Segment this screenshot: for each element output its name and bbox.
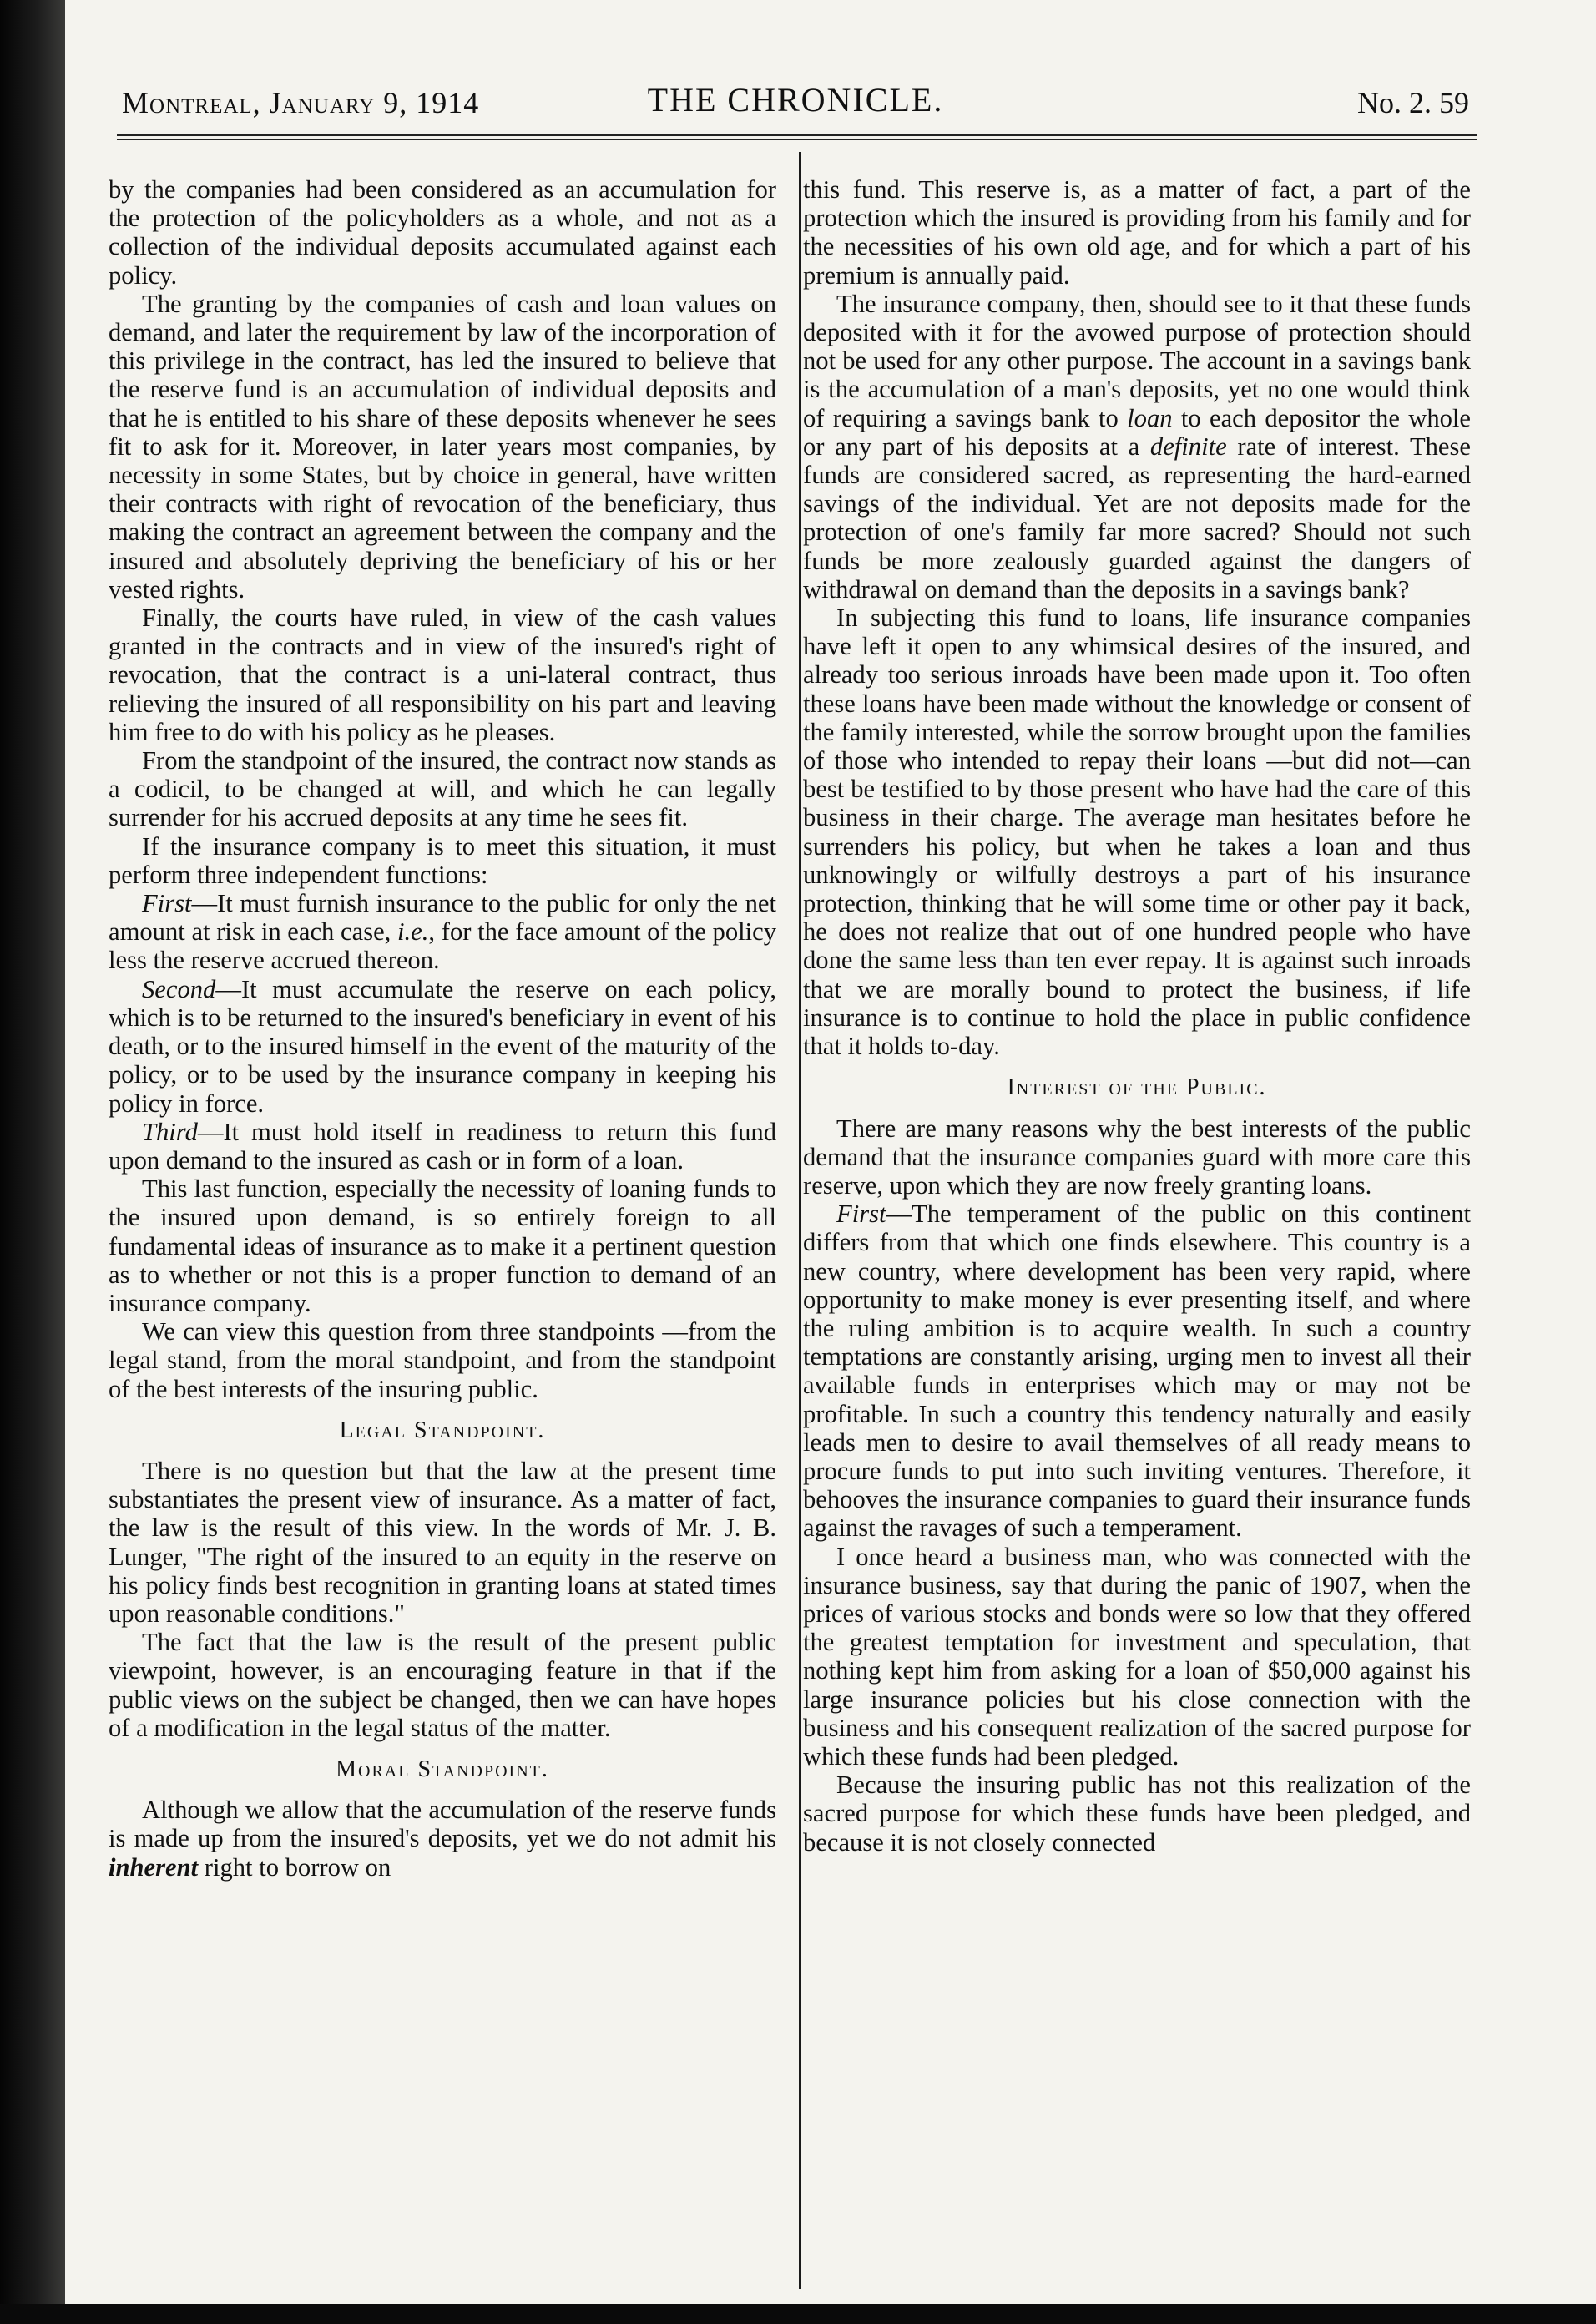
paragraph: Because the insuring public has not this realization of the sacred purpose for which these funds have been pledged, and because it is not closely connected xyxy=(803,1771,1471,1857)
lead-word: Third xyxy=(142,1117,198,1146)
paragraph-text: The insurance company, then, should see to it that these funds deposited with it for the avowed purpose of protection should not be used for any other purpose. The account in a savings bank is the accumulation of a man's deposits, yet no one would think of requiring a savings bank to xyxy=(803,289,1471,432)
emphasis: definite xyxy=(1149,432,1227,461)
paragraph: From the standpoint of the insured, the contract now stands as a codicil, to be changed at will, and which he can legally surrender for his accrued deposits at any time he sees fit. xyxy=(109,746,776,832)
header-dateline: Montreal, January 9, 1914 xyxy=(122,86,480,119)
emphasis: inherent xyxy=(109,1852,199,1882)
paragraph-text: , for the face amount of the policy less the reserve accrued thereon. xyxy=(109,917,776,975)
section-heading-legal: Legal Standpoint. xyxy=(339,1417,546,1443)
header-rule xyxy=(117,134,1477,140)
section-heading-interest: Interest of the Public. xyxy=(1007,1074,1267,1101)
paragraph-text: right to borrow on xyxy=(198,1852,391,1882)
paragraph-first-function xyxy=(109,889,776,975)
right-column xyxy=(803,175,1471,1857)
paragraph-text: to each depositor the whole or any part of his deposits at a xyxy=(803,403,1471,461)
paragraph-first-reason xyxy=(803,1200,1471,1542)
paragraph: There is no question but that the law at the present time substantiates the present view of insurance. As a matter of fact, the law is the result of this view. In the words of Mr. J. B. Lunger, "The right of the insured to an equity in the reserve on his policy finds best recognition in granting loans at stated times upon reasonable conditions." xyxy=(109,1456,776,1628)
paragraph-text: rate of interest. These funds are considered sacred, as representing the hard-earned savings of the individual. Yet are not deposits made for the protection of one's family far more sacred? Should not such funds be more zealously guarded against the dangers of withdrawal on demand than the deposits in a savings bank? xyxy=(803,432,1471,604)
section-heading-moral: Moral Standpoint. xyxy=(336,1756,549,1782)
paragraph: If the insurance company is to meet this situation, it must perform three independent functions: xyxy=(109,831,776,889)
column-divider xyxy=(799,152,801,2289)
paragraph-second-function xyxy=(109,975,776,1118)
emphasis: i.e. xyxy=(397,917,429,947)
paragraph: by the companies had been considered as an accumulation for the protection of the policyholders as a whole, and not as a collection of the individual deposits accumulated against each policy. xyxy=(109,175,776,290)
paragraph: Finally, the courts have ruled, in view of the cash values granted in the contracts and in view of the insured's right of revocation, that the contract is a uni-lateral contract, thus relieving the insured of all responsibility on his part and leaving him free to do with his policy as he pleases. xyxy=(109,604,776,746)
paragraph: The fact that the law is the result of the present public viewpoint, however, is an encouraging feature in that if the public views on the subject be changed, then we can have hopes of a modification in the legal status of the matter. xyxy=(109,1628,776,1742)
emphasis: loan xyxy=(1127,403,1173,432)
header-journal-title: THE CHRONICLE. xyxy=(647,81,944,119)
running-header xyxy=(122,80,1469,130)
lead-word: First xyxy=(836,1200,886,1229)
paragraph-text: —It must furnish insurance to the public for only the net amount at risk in each case, xyxy=(109,889,776,947)
paragraph: I once heard a business man, who was connected with the insurance business, say that during the panic of 1907, when the prices of various stocks and bonds were so low that they offered the greatest temptation for investment and speculation, that nothing kept him from asking for a loan of $50,000 against his large insurance policies but his close connection with the business and his consequent realization of the sacred purpose for which these funds had been pledged. xyxy=(803,1542,1471,1771)
paragraph-third-function xyxy=(109,1118,776,1175)
paragraph-text: —It must hold itself in readiness to return this fund upon demand to the insured as cash or in form of a loan. xyxy=(109,1117,776,1175)
paragraph xyxy=(803,290,1471,604)
paragraph xyxy=(109,1796,776,1882)
paragraph-text: Although we allow that the accumulation of the reserve funds is made up from the insured's deposits, yet we do not admit his xyxy=(109,1796,776,1853)
book-spine-shadow xyxy=(0,0,65,2324)
paragraph: this fund. This reserve is, as a matter of fact, a part of the protection which the insured is providing from his family and for the necessities of his own old age, and for which a part of his premium is annually paid. xyxy=(803,175,1471,290)
paragraph: In subjecting this fund to loans, life insurance companies have left it open to any whimsical desires of the insured, and already too serious inroads have been made upon it. Too often these loans have been made without the knowledge or consent of the family interested, while the sorrow brought upon the families of those who intended to repay their loans —but did not—can best be testified to by those present who have had the care of this business in their charge. The average man hesitates before he surrenders his policy, but when he takes a loan and thus unknowingly or wilfully destroys a part of his insurance protection, thinking that he will some time or other pay it back, he does not realize that out of one hundred people who have done the same less than ten ever repay. It is against such inroads that we are morally bound to protect the business, if life insurance is to continue to hold the place in public confidence that it holds to-day. xyxy=(803,604,1471,1061)
lead-word: Second xyxy=(142,974,216,1003)
page-bottom-edge xyxy=(0,2304,1596,2324)
lead-word: First xyxy=(142,889,192,918)
header-issue-page: No. 2. 59 xyxy=(1357,86,1469,119)
paragraph: The granting by the companies of cash and loan values on demand, and later the requirement by law of the incorporation of this privilege in the contract, has led the insured to believe that the reserve fund is an accumulation of individual deposits and that he is entitled to his share of these deposits whenever he sees fit to ask for it. Moreover, in later years most companies, by necessity in some States, but by choice in general, have written their contracts with right of revocation of the beneficiary, thus making the contract an agreement between the company and the insured and absolutely depriving the beneficiary of his or her vested rights. xyxy=(109,289,776,604)
left-column xyxy=(109,175,776,1882)
paragraph-text: —It must accumulate the reserve on each policy, which is to be returned to the insured's beneficiary in event of his death, or to the insured himself in the event of the maturity of the policy, or to be used by the insurance company in keeping his policy in force. xyxy=(109,974,776,1118)
paragraph: There are many reasons why the best interests of the public demand that the insurance companies guard with more care this reserve, upon which they are now freely granting loans. xyxy=(803,1114,1471,1200)
paragraph: This last function, especially the necessity of loaning funds to the insured upon demand, is so entirely foreign to all fundamental ideas of insurance as to make it a pertinent question as to whether or not this is a proper function to demand of an insurance company. xyxy=(109,1175,776,1317)
paragraph: We can view this question from three standpoints —from the legal stand, from the moral standpoint, and from the standpoint of the best interests of the insuring public. xyxy=(109,1317,776,1403)
paragraph-text: —The temperament of the public on this continent differs from that which one finds elsewhere. This country is a new country, where development has been very rapid, where opportunity to make money is ever presenting itself, and where the ruling ambition is to acquire wealth. In such a country temptations are constantly arising, urging men to invest all their available funds in enterprises which may or may not be profitable. In such a country this tendency naturally and easily leads men to desire to avail themselves of all ready means to procure funds to put into such inviting ventures. Therefore, it behooves the insurance companies to guard their insurance funds against the ravages of such a temperament. xyxy=(803,1200,1471,1543)
